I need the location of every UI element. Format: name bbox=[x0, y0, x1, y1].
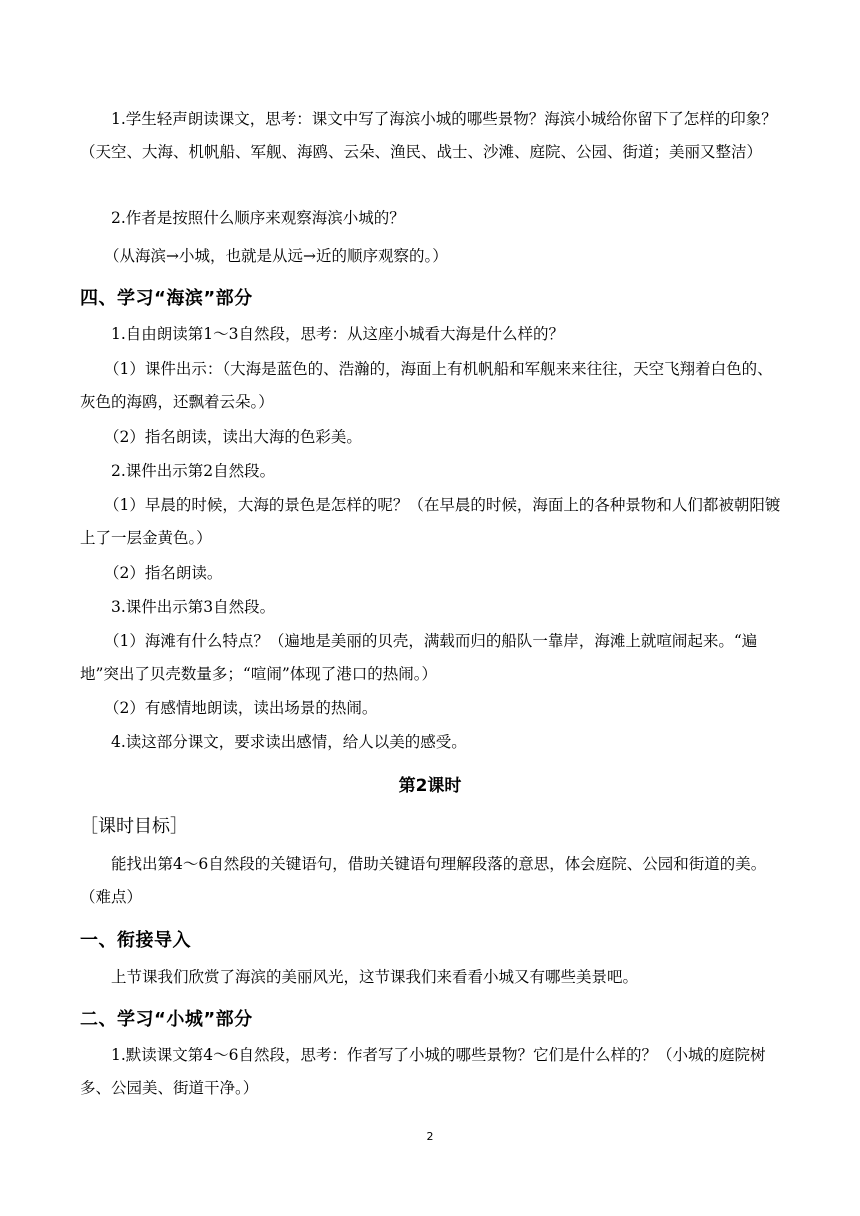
section-heading-4: 四、学习“海滨”部分 bbox=[80, 288, 253, 309]
paragraph-step-2: 2.课件出示第2自然段。 bbox=[111, 462, 276, 480]
paragraph-step-3-1: （1）海滩有什么特点？（遍地是美丽的贝壳，满载而归的船队一靠岸，海滩上就喧闹起来。“遍地”突出了贝壳数量多；“喧闹”体现了港口的热闹。） bbox=[80, 632, 758, 683]
paragraph-step-1: 1.自由朗读第1～3自然段，思考：从这座小城看大海是什么样的？ bbox=[111, 325, 565, 343]
paragraph-step-4: 4.读这部分课文，要求读出感情，给人以美的感受。 bbox=[111, 733, 467, 751]
paragraph-city-step-1: 1.默读课文第4～6自然段，思考：作者写了小城的哪些景物？它们是什么样的？（小城的庭院树多、公园美、街道干净。） bbox=[80, 1046, 766, 1097]
paragraph-step-3: 3.课件出示第3自然段。 bbox=[111, 598, 276, 616]
section-heading-1: 一、衔接导入 bbox=[80, 930, 191, 951]
paragraph-step-2-2: （2）指名朗读。 bbox=[104, 564, 223, 582]
paragraph-step-3-2: （2）有感情地朗读，读出场景的热闹。 bbox=[104, 699, 378, 717]
page-number: 2 bbox=[426, 1130, 434, 1143]
paragraph-question-2: 2.作者是按照什么顺序来观察海滨小城的？ bbox=[111, 209, 405, 227]
paragraph-step-2-1: （1）早晨的时候，大海的景色是怎样的呢？（在早晨的时候，海面上的各种景物和人们都被朝阳镀上了一层金黄色。） bbox=[80, 496, 781, 547]
paragraph-question-1: 1.学生轻声朗读课文，思考：课文中写了海滨小城的哪些景物？海滨小城给你留下了怎样的印象？（天空、大海、机帆船、军舰、海鸥、云朵、渔民、战士、沙滩、庭院、公园、街道；美丽又整洁） bbox=[80, 110, 777, 161]
lesson-goal-label: ［课时目标］ bbox=[80, 816, 188, 837]
paragraph-step-1-2: （2）指名朗读，读出大海的色彩美。 bbox=[104, 428, 362, 446]
section-heading-2: 二、学习“小城”部分 bbox=[80, 1009, 253, 1030]
paragraph-answer-2: （从海滨→小城，也就是从远→近的顺序观察的。） bbox=[104, 247, 448, 265]
lesson-heading: 第2课时 bbox=[398, 776, 462, 796]
paragraph-intro: 上节课我们欣赏了海滨的美丽风光，这节课我们来看看小城又有哪些美景吧。 bbox=[111, 968, 639, 986]
paragraph-goal: 能找出第4～6自然段的关键语句，借助关键语句理解段落的意思，体会庭院、公园和街道的美。（难点） bbox=[80, 855, 767, 906]
paragraph-step-1-1: （1）课件出示：（大海是蓝色的、浩瀚的，海面上有机帆船和军舰来来往往，天空飞翔着白色的、灰色的海鸥，还飘着云朵。） bbox=[80, 360, 773, 411]
